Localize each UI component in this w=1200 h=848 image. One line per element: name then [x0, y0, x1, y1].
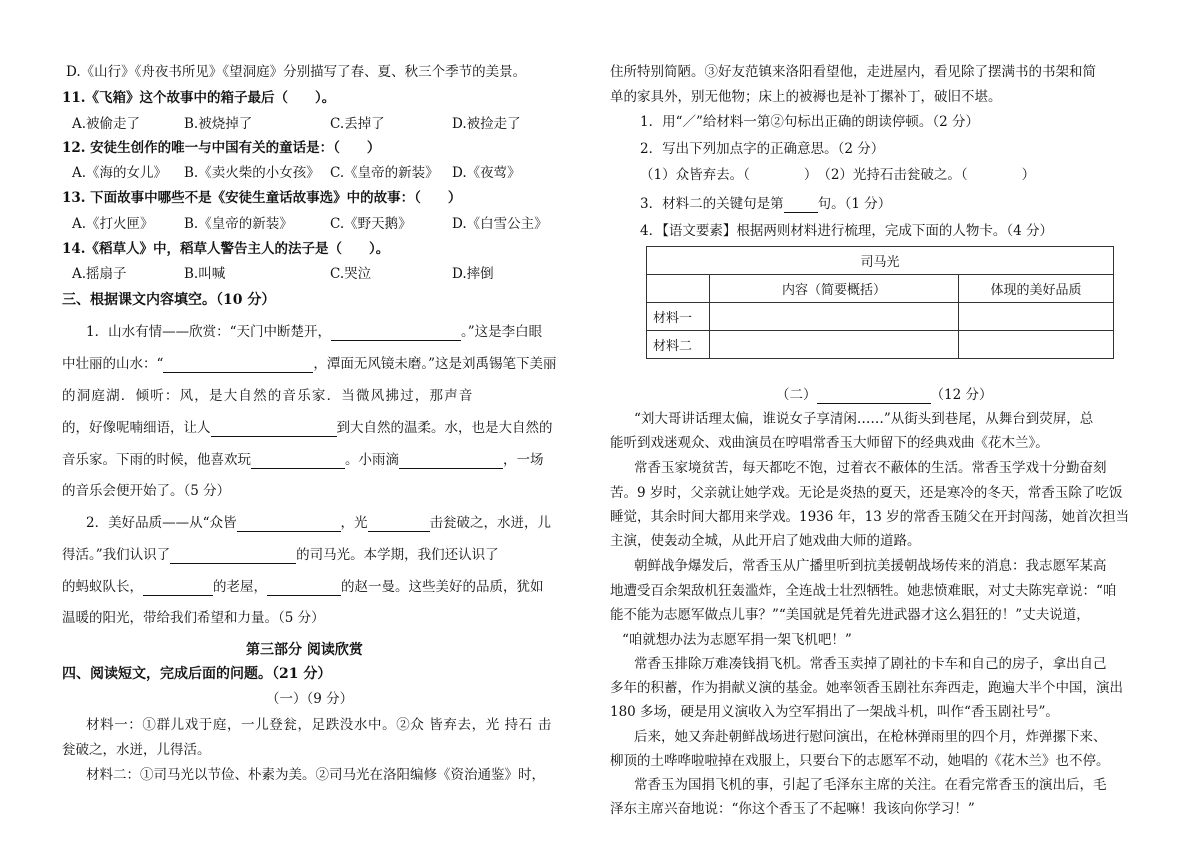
- card-row-label: 材料二: [647, 331, 710, 359]
- passage-line: 柳顶的土哗哗啦啦掉在戏服上，只要台下的志愿军不动，她唱的《花木兰》也不停。: [610, 753, 1110, 769]
- passage-line: 泽东主席兴奋地说：“你这个香玉了不起嘛！我该向你学习！”: [610, 801, 975, 817]
- passage-line: 常香玉为国捐飞机的事，引起了毛泽东主席的关注。在看完常香玉的演出后，毛: [634, 777, 1107, 793]
- passage-line: 地遭受百余架敌机狂轰滥炸，全连战士壮烈牺牲。她悲愤难眠，对丈夫陈宪章说：“咱: [610, 583, 1117, 599]
- text: 音乐家。下雨的时候，他喜欢玩: [62, 452, 251, 468]
- title-blank[interactable]: [817, 389, 931, 404]
- q11-option: B.被烧掉了: [184, 116, 253, 132]
- material-1-line: 材料一：①群儿戏于庭，一儿登瓮，足跌没水中。②众 皆弃去，光 持石 击: [86, 717, 552, 733]
- text: 的司马光。本学期，我们还认识了: [296, 547, 499, 563]
- q14-option: B.叫喊: [184, 266, 226, 282]
- text: 2．美好品质——从“众皆: [86, 515, 237, 531]
- passage-line: 常香玉家境贫苦，每天都吃不饱，过着衣不蔽体的生活。常香玉学戏十分勤奋刻: [634, 460, 1107, 476]
- text: 句。（1 分）: [817, 196, 892, 212]
- fill-line: [86, 323, 542, 341]
- reading-question-2-items: （1）众皆弃去。（ ） （2）光持石击瓮破之。（ ）: [640, 167, 1036, 183]
- section-3-heading: 三、根据课文内容填空。（10 分）: [62, 292, 276, 308]
- text: 3．材料二的关键句是第: [640, 196, 784, 212]
- blank[interactable]: [143, 581, 213, 596]
- text: 4．【语文要素】根据两则材料进行梳理，完成下面的人物卡。（4 分）: [640, 223, 1053, 239]
- character-card-table: [646, 246, 1114, 359]
- passage-line: 后来，她又奔赴朝鲜战场进行慰问演出，在枪林弹雨里的四个月，炸弹摞下来、: [634, 729, 1107, 745]
- passage-line: 常香玉排除万难凑钱捐飞机。常香玉卖掉了剧社的卡车和自己的房子，拿出自己: [634, 656, 1107, 672]
- text: ，光: [340, 515, 368, 531]
- passage-line: 180 多场，硬是用义演收入为空军捐出了一架战斗机，叫作“香玉剧社号”。: [610, 704, 1059, 720]
- card-cell[interactable]: [959, 331, 1114, 359]
- blank[interactable]: [399, 454, 503, 469]
- q12-option: B.《卖火柴的小女孩》: [184, 165, 320, 181]
- blank[interactable]: [170, 549, 296, 564]
- reading-question-3: [640, 195, 891, 213]
- text-line: 温暖的阳光，带给我们希望和力量。（5 分）: [62, 610, 325, 626]
- text: 到大自然的温柔。水，也是大自然的: [336, 420, 553, 436]
- text: 的赵一曼。这些美好的品质，犹如: [341, 579, 544, 595]
- card-cell[interactable]: [959, 303, 1114, 331]
- fill-line: [62, 451, 544, 469]
- text-line: 的洞庭湖．倾听：风，是大自然的音乐家．当微风拂过，那声音: [62, 388, 474, 404]
- text: 中壮丽的山水：“: [62, 356, 164, 372]
- text: 。小雨滴: [345, 452, 399, 468]
- blank[interactable]: [163, 358, 313, 373]
- q12-option: C.《皇帝的新装》: [330, 165, 439, 181]
- material-1-line: 瓮破之，水迸，儿得活。: [62, 742, 211, 758]
- text: 的老屋，: [213, 579, 267, 595]
- blank[interactable]: [267, 581, 341, 596]
- text: ，潭面无风镜未磨。”这是刘禹锡笔下美丽: [313, 356, 557, 372]
- reading-question-2: 2．写出下列加点字的正确意思。（2 分）: [640, 141, 885, 157]
- part-3-title: 第三部分 阅读欣赏: [246, 642, 363, 658]
- material-2-line: 材料二：①司马光以节俭、朴素为美。②司马光在洛阳编修《资治通鉴》时，: [86, 767, 545, 783]
- card-header: 内容（简要概括）: [710, 275, 959, 303]
- passage-line: 能不能为志愿军做点儿事？”“美国就是凭着先进武器才这么猖狂的！”丈夫说道，: [610, 607, 1090, 623]
- fill-line: [86, 514, 551, 532]
- fill-line: [62, 419, 553, 437]
- text: 1．山水有情——欣赏：“天门中断楚开，: [86, 324, 331, 340]
- q13-option: B.《皇帝的新装》: [184, 216, 293, 232]
- passage-line: “咱就想办法为志愿军捐一架飞机吧！”: [622, 632, 852, 648]
- card-cell[interactable]: [710, 303, 959, 331]
- blank[interactable]: [237, 517, 341, 532]
- passage-line: 苦。9 岁时，父亲就让她学戏。无论是炎热的夏天，还是寒冷的冬天，常香玉除了吃饭: [610, 485, 1123, 501]
- blank[interactable]: [211, 422, 337, 437]
- fill-line: [62, 355, 557, 373]
- text-line: 的音乐会便开始了。（5 分）: [62, 483, 231, 499]
- q12-option: A.《海的女儿》: [72, 165, 168, 181]
- text: 的蚂蚁队长，: [62, 579, 143, 595]
- reading-question-4: [640, 222, 1053, 240]
- text: 的，好像呢喃细语，让人: [62, 420, 211, 436]
- q12-option: D.《夜莺》: [452, 165, 521, 181]
- passage-line: 多年的积蓄，作为捐献义演的基金。她率领香玉剧社东奔西走，跑遍大半个中国，演出: [610, 680, 1123, 696]
- material-2-line: 住所特别简陋。③好友范镇来洛阳看望他，走进屋内，看见除了摆满书的书架和简: [610, 64, 1096, 80]
- question-14: 14.《稻草人》中，稻草人警告主人的法子是（ ）。: [62, 241, 390, 257]
- q13-option: C.《野天鹅》: [330, 216, 412, 232]
- passage-line: 主演，使轰动全城，从此开启了她戏曲大师的道路。: [610, 533, 921, 549]
- fill-line: [62, 546, 499, 564]
- blank[interactable]: [251, 454, 345, 469]
- blank[interactable]: [784, 198, 818, 213]
- subsection-2-heading: [776, 386, 992, 404]
- fill-line: [62, 578, 544, 596]
- passage-line: 能听到戏迷观众、戏曲演员在哼唱常香玉大师留下的经典戏曲《花木兰》。: [610, 435, 1049, 451]
- q14-option: A.摇扇子: [72, 266, 127, 282]
- question-13: 13. 下面故事中哪些不是《安徒生童话故事选》中的故事：（ ）: [62, 190, 462, 206]
- question-11: 11.《飞箱》这个故事中的箱子最后（ ）。: [62, 90, 336, 106]
- q11-option: A.被偷走了: [72, 116, 141, 132]
- blank[interactable]: [368, 517, 430, 532]
- card-row-label: 材料一: [647, 303, 710, 331]
- passage-line: 朝鲜战争爆发后，常香玉从广播里听到抗美援朝战场传来的消息：我志愿军某高: [634, 558, 1107, 574]
- blank[interactable]: [331, 326, 461, 341]
- text: （12 分）: [930, 387, 993, 403]
- text: 。”这是李白眼: [461, 324, 543, 340]
- card-cell[interactable]: [710, 331, 959, 359]
- q11-option: C.丢掉了: [330, 116, 385, 132]
- q11-option: D.被捡走了: [452, 116, 521, 132]
- material-2-line: 单的家具外，别无他物；床上的被褥也是补丁摞补丁，破旧不堪。: [610, 89, 1002, 105]
- question-12: 12. 安徒生创作的唯一与中国有关的童话是：（ ）: [62, 140, 381, 156]
- reading-question-1: 1．用“／”给材料一第②句标出正确的朗读停顿。（2 分）: [640, 114, 980, 130]
- subsection-1-heading: （一）（9 分）: [266, 691, 354, 707]
- card-header-empty: [647, 275, 710, 303]
- text: 得活。”我们认识了: [62, 547, 171, 563]
- passage-line: “刘大哥讲话理太偏，谁说女子享清闲……”从街头到巷尾，从舞台到荧屏，总: [634, 411, 1094, 427]
- text: 击瓮破之，水迸，儿: [429, 515, 551, 531]
- q10-option-d: D.《山行》《舟夜书所见》《望洞庭》分别描写了春、夏、秋三个季节的美景。: [66, 64, 527, 80]
- q13-option: D.《白雪公主》: [452, 216, 548, 232]
- card-header: 体现的美好品质: [959, 275, 1114, 303]
- q13-option: A.《打火匣》: [72, 216, 154, 232]
- text: （二）: [776, 387, 817, 403]
- section-4-heading: 四、阅读短文，完成后面的问题。（21 分）: [62, 666, 332, 682]
- q14-option: D.摔倒: [452, 266, 494, 282]
- card-title: 司马光: [647, 247, 1114, 275]
- text: ，一场: [503, 452, 544, 468]
- q14-option: C.哭泣: [330, 266, 372, 282]
- passage-line: 睡觉，其余时间大都用来学戏。1936 年，13 岁的常香玉随父在开封闯荡，她首次担当: [610, 509, 1130, 525]
